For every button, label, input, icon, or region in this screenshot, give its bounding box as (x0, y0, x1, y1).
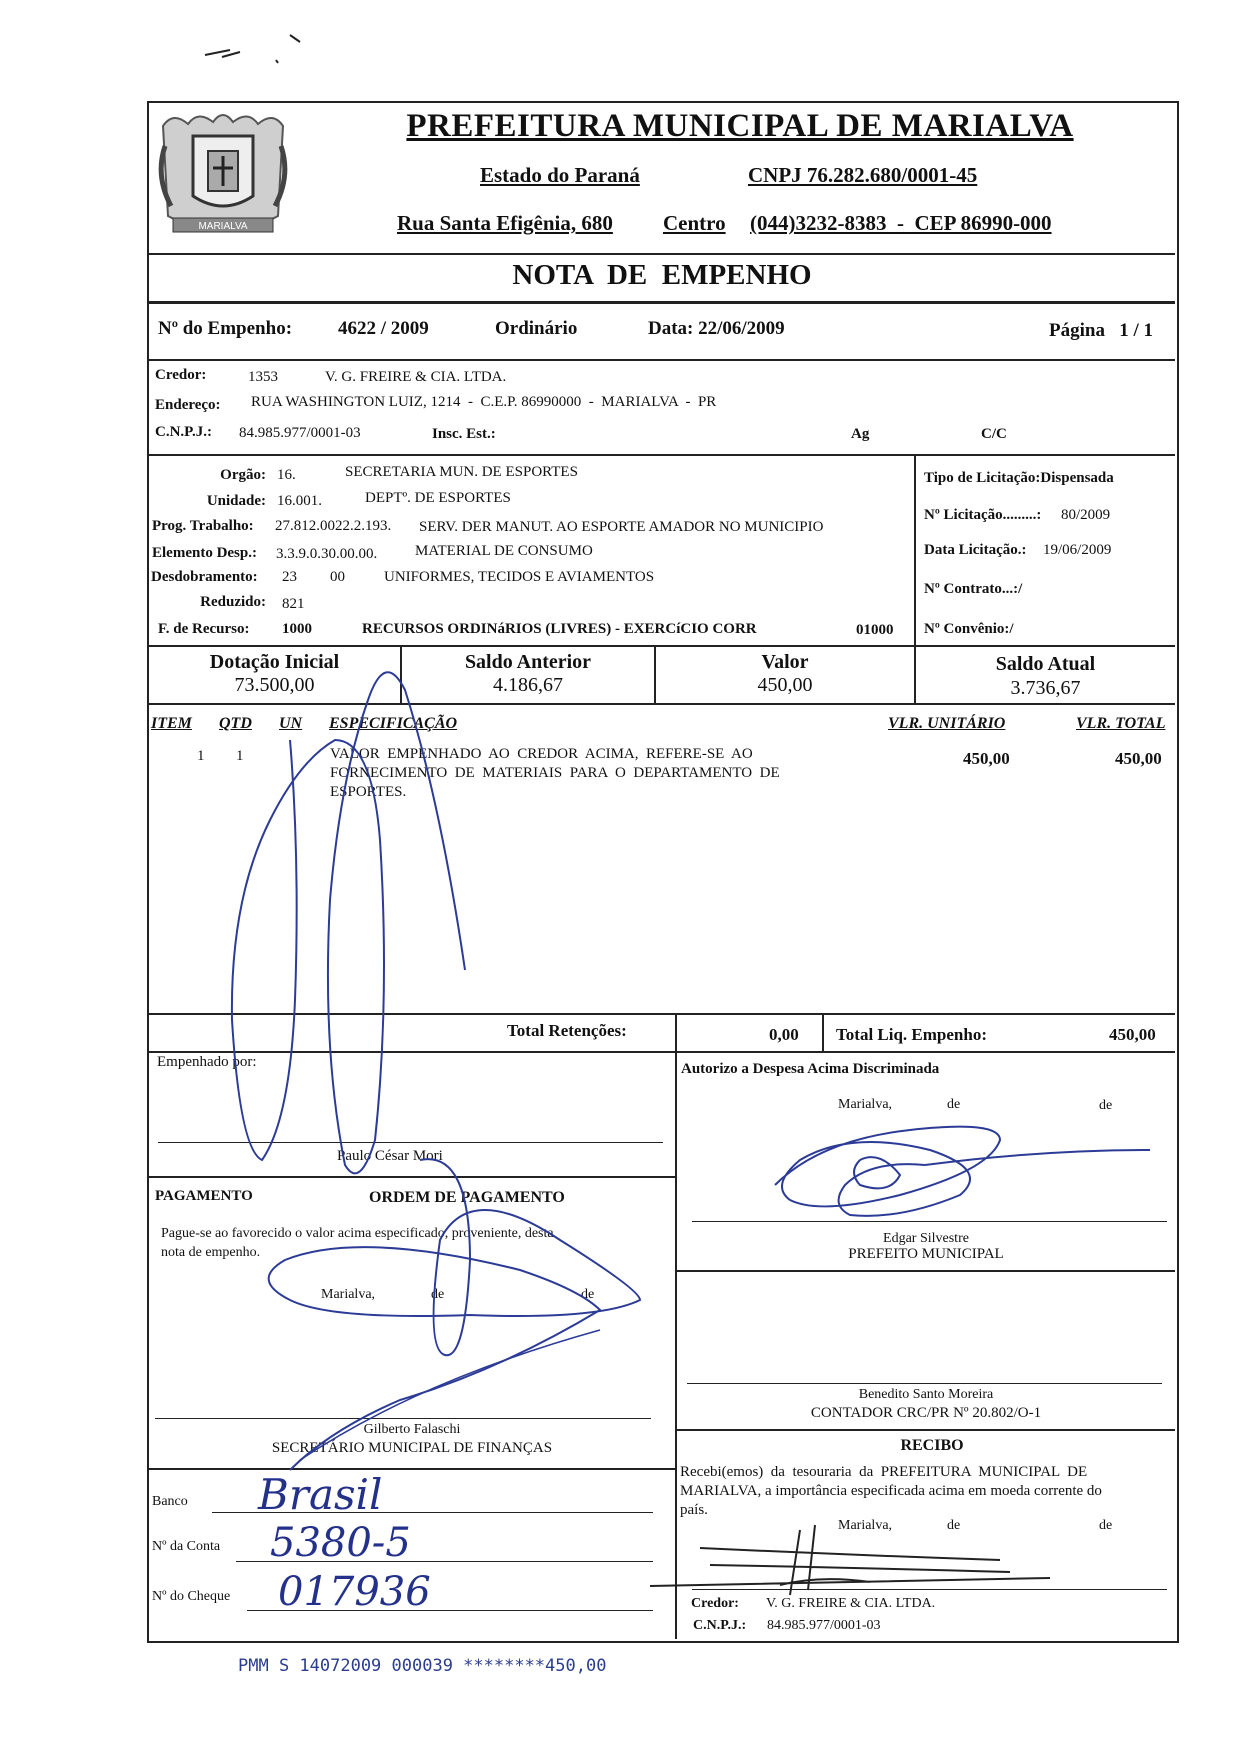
autorizo-signer: Edgar Silvestre (883, 1231, 969, 1246)
divider (677, 1429, 1175, 1431)
orgao-code: 16. (277, 467, 296, 483)
dotacao-inicial-value: 73.500,00 (234, 674, 315, 696)
licitacao-date-label: Data Licitação.: (924, 542, 1027, 558)
contrato: Nº Contrato...:/ (924, 581, 1023, 597)
col-unit-header: VLR. UNITÁRIO (888, 715, 1006, 732)
cheque-label: Nº do Cheque (152, 1589, 231, 1604)
desdobramento-label: Desdobramento: (151, 569, 258, 585)
retencoes-value: 0,00 (769, 1025, 799, 1044)
empenhado-label: Empenhado por: (157, 1054, 257, 1070)
prog-name: SERV. DER MANUT. AO ESPORTE AMADOR NO MUNICIPIO (419, 519, 824, 535)
insc-est-label: Insc. Est.: (432, 426, 496, 442)
convenio: Nº Convênio:/ (924, 621, 1014, 637)
unidade-name: DEPTº. DE ESPORTES (365, 490, 511, 506)
recibo-city: Marialva, (838, 1518, 893, 1533)
signature-line (687, 1383, 1162, 1384)
liquido-label: Total Liq. Empenho: (836, 1025, 987, 1044)
doc-title: NOTA DE EMPENHO (512, 259, 812, 291)
autorizo-de2: de (1099, 1098, 1113, 1113)
saldo-anterior-value: 4.186,67 (493, 674, 563, 696)
contador-role: CONTADOR CRC/PR Nº 20.802/O-1 (810, 1405, 1042, 1421)
cheque-handwritten: 017936 (278, 1569, 431, 1615)
row-spec-line2: FORNECIMENTO DE MATERIAIS PARA O DEPARTAMENTO DE (330, 765, 780, 781)
divider (677, 1270, 1175, 1272)
autorizo-role: PREFEITO MUNICIPAL (848, 1246, 1004, 1262)
header-phone-cep: (044)3232-8383 - CEP 86990-000 (750, 211, 1052, 235)
conta-handwritten: 5380-5 (270, 1520, 411, 1566)
recibo-credor-value: V. G. FREIRE & CIA. LTDA. (766, 1596, 936, 1611)
vdivider (822, 1015, 824, 1051)
header-cnpj: CNPJ 76.282.680/0001-45 (748, 163, 978, 187)
reduzido-code: 821 (282, 596, 305, 612)
divider (149, 1176, 675, 1178)
pagamento-de2: de (581, 1287, 595, 1302)
licitacao-number-label: Nº Licitação.........: (924, 507, 1042, 523)
credor-code: 1353 (248, 369, 278, 385)
elemento-label: Elemento Desp.: (152, 545, 257, 561)
signature-line (155, 1418, 651, 1419)
recibo-text-3: país. (680, 1502, 708, 1518)
empenhado-signer: Paulo César Mori (337, 1148, 443, 1164)
empenho-number: 4622 / 2009 (338, 318, 429, 339)
col-total-header: VLR. TOTAL (1076, 715, 1166, 732)
ag-label: Ag (851, 426, 870, 442)
saldo-atual-value: 3.736,67 (1010, 677, 1081, 699)
banco-label: Banco (152, 1494, 188, 1509)
autorizo-de1: de (947, 1097, 961, 1112)
page-number: Página 1 / 1 (1049, 320, 1153, 341)
saldo-atual-label: Saldo Atual (995, 653, 1096, 675)
signature-line (692, 1589, 1167, 1590)
pagamento-text-1: Pague-se ao favorecido o valor acima especificado, proveniente, desta (161, 1226, 554, 1241)
recurso-code: 1000 (282, 621, 312, 637)
crest-logo (153, 106, 293, 248)
row-item: 1 (197, 748, 205, 764)
conta-label: Nº da Conta (152, 1539, 221, 1554)
orgao-label: Orgão: (220, 467, 266, 483)
reduzido-label: Reduzido: (200, 594, 266, 610)
signature-line (158, 1142, 663, 1143)
table-row (149, 744, 1175, 824)
recibo-text-1: Recebi(emos) da tesouraria da PREFEITURA MUNICIPAL DE (680, 1464, 1088, 1480)
col-un-header: UN (279, 715, 303, 732)
cnpj-label: C.N.P.J.: (155, 424, 212, 440)
col-spec-header: ESPECIFICAÇÃO (329, 715, 458, 732)
divider (149, 1468, 675, 1470)
desdobramento-name: UNIFORMES, TECIDOS E AVIAMENTOS (384, 569, 655, 585)
recibo-de1: de (947, 1518, 961, 1533)
credor-label: Credor: (155, 367, 207, 383)
divider (149, 253, 1175, 255)
vdivider (675, 1053, 677, 1639)
valor-label: Valor (761, 651, 809, 673)
retencoes-label: Total Retenções: (507, 1021, 627, 1040)
autorizo-city: Marialva, (838, 1097, 893, 1112)
check-print-line: PMM S 14072009 000039 ********450,00 (238, 1656, 607, 1676)
divider (149, 301, 1175, 304)
recurso-name: RECURSOS ORDINáRIOS (LIVRES) - EXERCíCIO CORR (362, 621, 757, 637)
desdobramento-sub: 00 (330, 569, 345, 585)
col-qtd-header: QTD (219, 715, 252, 732)
header-title: PREFEITURA MUNICIPAL DE MARIALVA (406, 108, 1074, 144)
liquido-value: 450,00 (1109, 1025, 1156, 1044)
orgao-name: SECRETARIA MUN. DE ESPORTES (345, 464, 578, 480)
valor-value: 450,00 (757, 674, 813, 696)
header-address: Rua Santa Efigênia, 680 (397, 211, 613, 235)
divider (149, 359, 1175, 361)
contador-signer: Benedito Santo Moreira (858, 1387, 994, 1402)
col-item-header: ITEM (151, 715, 192, 732)
pagamento-de1: de (431, 1287, 445, 1302)
recurso-label: F. de Recurso: (158, 621, 250, 637)
dotacao-inicial-label: Dotação Inicial (209, 651, 340, 673)
vdivider (675, 1015, 677, 1051)
ordem-pagamento: ORDEM DE PAGAMENTO (369, 1189, 565, 1206)
cc-label: C/C (981, 426, 1007, 442)
recibo-text-2: MARIALVA, a importância especificada acima em moeda corrente do (680, 1483, 1102, 1499)
divider (149, 1051, 1175, 1053)
elemento-name: MATERIAL DE CONSUMO (415, 543, 593, 559)
pagamento-title: PAGAMENTO (155, 1188, 253, 1204)
elemento-code: 3.3.9.0.30.00.00. (276, 546, 378, 562)
autorizo-title: Autorizo a Despesa Acima Discriminada (681, 1061, 940, 1077)
header-state: Estado do Paraná (480, 163, 640, 187)
crest-text: MARIALVA (198, 221, 248, 232)
unidade-label: Unidade: (206, 493, 266, 509)
recurso-number: 01000 (856, 622, 894, 638)
saldo-anterior-label: Saldo Anterior (464, 651, 592, 673)
tipo-licitacao: Tipo de Licitação:Dispensada (924, 470, 1114, 486)
pagamento-city: Marialva, (321, 1287, 376, 1302)
pagamento-role: SECRETÁRIO MUNICIPAL DE FINANÇAS (271, 1440, 553, 1456)
row-unit-value: 450,00 (963, 749, 1010, 768)
header-district: Centro (663, 211, 726, 235)
desdobramento-code: 23 (282, 569, 297, 585)
divider (149, 454, 1175, 456)
empenho-label: Nº do Empenho: (158, 318, 293, 339)
signature-line (692, 1221, 1167, 1222)
recibo-title: RECIBO (900, 1437, 964, 1454)
prog-code: 27.812.0022.2.193. (275, 518, 392, 534)
endereco-value: RUA WASHINGTON LUIZ, 1214 - C.E.P. 86990000 - MARIALVA - PR (251, 394, 717, 410)
recibo-cnpj-label: C.N.P.J.: (693, 1618, 747, 1633)
row-total-value: 450,00 (1115, 749, 1162, 768)
cnpj-value: 84.985.977/0001-03 (239, 425, 361, 441)
empenho-type: Ordinário (495, 318, 578, 339)
licitacao-date: 19/06/2009 (1043, 542, 1112, 558)
pagamento-signer: Gilberto Falaschi (363, 1422, 461, 1437)
unidade-code: 16.001. (277, 493, 322, 509)
row-qtd: 1 (236, 748, 244, 764)
divider (149, 1013, 1175, 1015)
recibo-credor-label: Credor: (691, 1596, 739, 1611)
recibo-cnpj-value: 84.985.977/0001-03 (767, 1618, 881, 1633)
pagamento-text-2: nota de empenho. (161, 1245, 261, 1260)
endereco-label: Endereço: (155, 397, 221, 413)
row-spec-line1: VALOR EMPENHADO AO CREDOR ACIMA, REFERE-SE AO (330, 746, 753, 762)
licitacao-number: 80/2009 (1061, 507, 1111, 523)
divider (149, 703, 1175, 705)
banco-handwritten: Brasil (258, 1470, 383, 1519)
empenho-date: Data: 22/06/2009 (648, 318, 785, 339)
row-spec-line3: ESPORTES. (330, 784, 407, 800)
recibo-de2: de (1099, 1518, 1113, 1533)
prog-label: Prog. Trabalho: (152, 518, 254, 534)
divider (149, 645, 1175, 647)
credor-name: V. G. FREIRE & CIA. LTDA. (325, 369, 507, 385)
vdivider (914, 456, 916, 645)
